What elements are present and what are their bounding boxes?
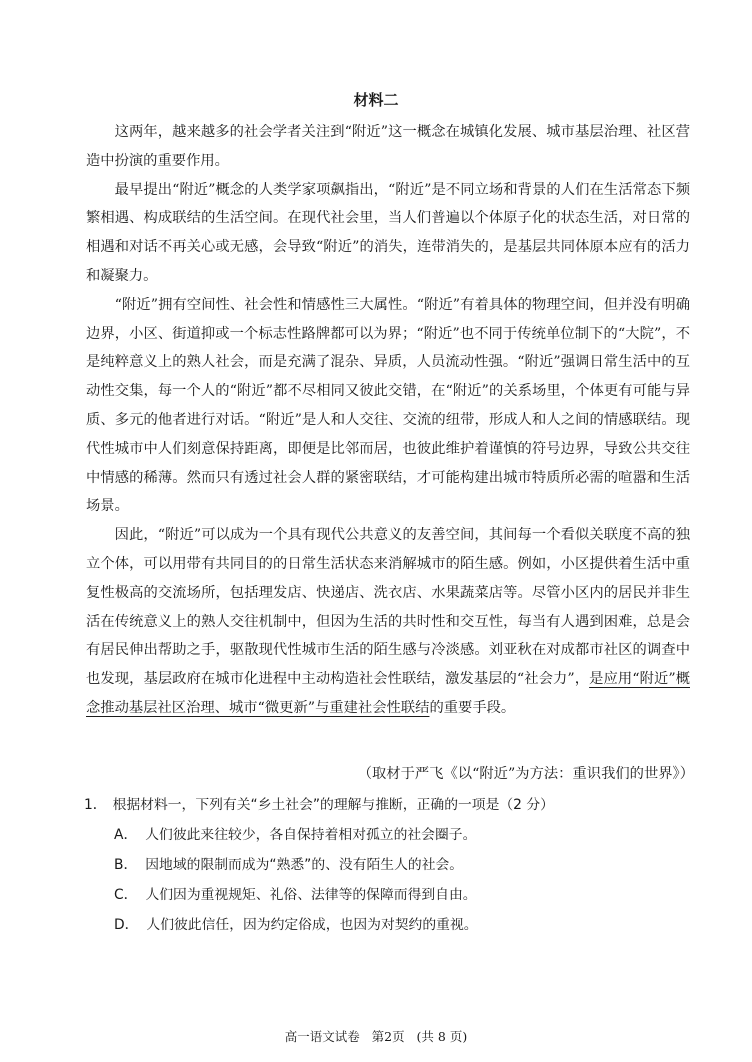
option-b[interactable] — [114, 850, 704, 880]
page-footer: 高一语文试卷 第2页 (共 8 页) — [284, 1029, 468, 1044]
question-number: 1． — [84, 797, 107, 813]
paragraph — [86, 521, 690, 723]
option-a[interactable] — [114, 820, 704, 850]
option-letter: B． — [114, 857, 138, 873]
section-title: 材料二 — [353, 91, 399, 109]
question-text: 根据材料一，下列有关“乡土社会”的理解与推断，正确的一项是（2 分） — [112, 797, 554, 813]
option-d[interactable] — [114, 910, 704, 940]
option-text: 人们彼此来往较少，各自保持着相对孤立的社会圈子。 — [145, 827, 477, 843]
answer-options — [84, 820, 704, 940]
paragraph-text: 这两年，越来越多的社会学者关注到“附近”这一概念在城镇化发展、城市基层治理、社区营造中扮演的重要作用。 — [86, 124, 690, 169]
question-1 — [84, 790, 704, 940]
option-letter: D． — [114, 917, 139, 933]
underlined-text: 是应用“附近”概念推动基层社区治理、城市“微更新”与重建社会性联结 — [86, 671, 690, 716]
option-letter: A． — [114, 827, 138, 843]
passage-body — [86, 118, 690, 723]
option-text: 人们因为重视规矩、礼俗、法律等的保障而得到自由。 — [145, 887, 477, 903]
paragraph — [86, 118, 690, 176]
question-stem — [84, 790, 704, 820]
source-citation: （取材于严飞《以“附近”为方法：重识我们的世界》） — [357, 766, 694, 782]
paragraph — [86, 291, 690, 521]
option-text: 因地域的限制而成为“熟悉”的、没有陌生人的社会。 — [145, 857, 464, 873]
paragraph-text: 的重要手段。 — [429, 699, 516, 716]
option-text: 人们彼此信任，因为约定俗成，也因为对契约的重视。 — [146, 917, 478, 933]
option-letter: C． — [114, 887, 138, 903]
paragraph-text: 最早提出“附近”概念的人类学家项飙指出，“附近”是不同立场和背景的人们在生活常态下频繁相遇、构成联结的生活空间。在现代社会里，当人们普遍以个体原子化的状态生活，对日常的相遇和对话不再关心或无感，会导致“附近”的消失，连带消失的，是基层共同体原本应有的活力和凝聚力。 — [86, 181, 690, 284]
paragraph-text: “附近”拥有空间性、社会性和情感性三大属性。“附近”有着具体的物理空间，但并没有明确边界，小区、街道抑或一个标志性路牌都可以为界；“附近”也不同于传统单位制下的“大院”，不是纯粹意义上的熟人社会，而是充满了混杂、异质，人员流动性强。“附近”强调日常生活中的互动性交集，每一个人的“附近”都不尽相同又彼此交错，在“附近”的关系场里，个体更有可能与异质、多元的他者进行对话。“附近”是人和人交往、交流的纽带，形成人和人之间的情感联结。现代性城市中人们刻意保持距离，即便是比邻而居，也彼此维护着谨慎的符号边界，导致公共交往中情感的稀薄。然而只有透过社会人群的紧密联结，才可能构建出城市特质所必需的喧嚣和生活场景。 — [86, 296, 690, 515]
paragraph-text: 因此，“附近”可以成为一个具有现代公共意义的友善空间，其间每一个看似关联度不高的独立个体，可以用带有共同目的的日常生活状态来消解城市的陌生感。例如，小区提供着生活中重复性极高的交流场所，包括理发店、快递店、洗衣店、水果蔬菜店等。尽管小区内的居民并非生活在传统意义上的熟人交往机制中，但因为生活的共时性和交互性，每当有人遇到困难，总是会有居民伸出帮助之手，驱散现代性城市生活的陌生感与冷淡感。刘亚秋在对成都市社区的调查中也发现，基层政府在城市化进程中主动构造社会性联结，激发基层的“社会力”， — [86, 527, 690, 688]
option-c[interactable] — [114, 880, 704, 910]
paragraph — [86, 176, 690, 291]
